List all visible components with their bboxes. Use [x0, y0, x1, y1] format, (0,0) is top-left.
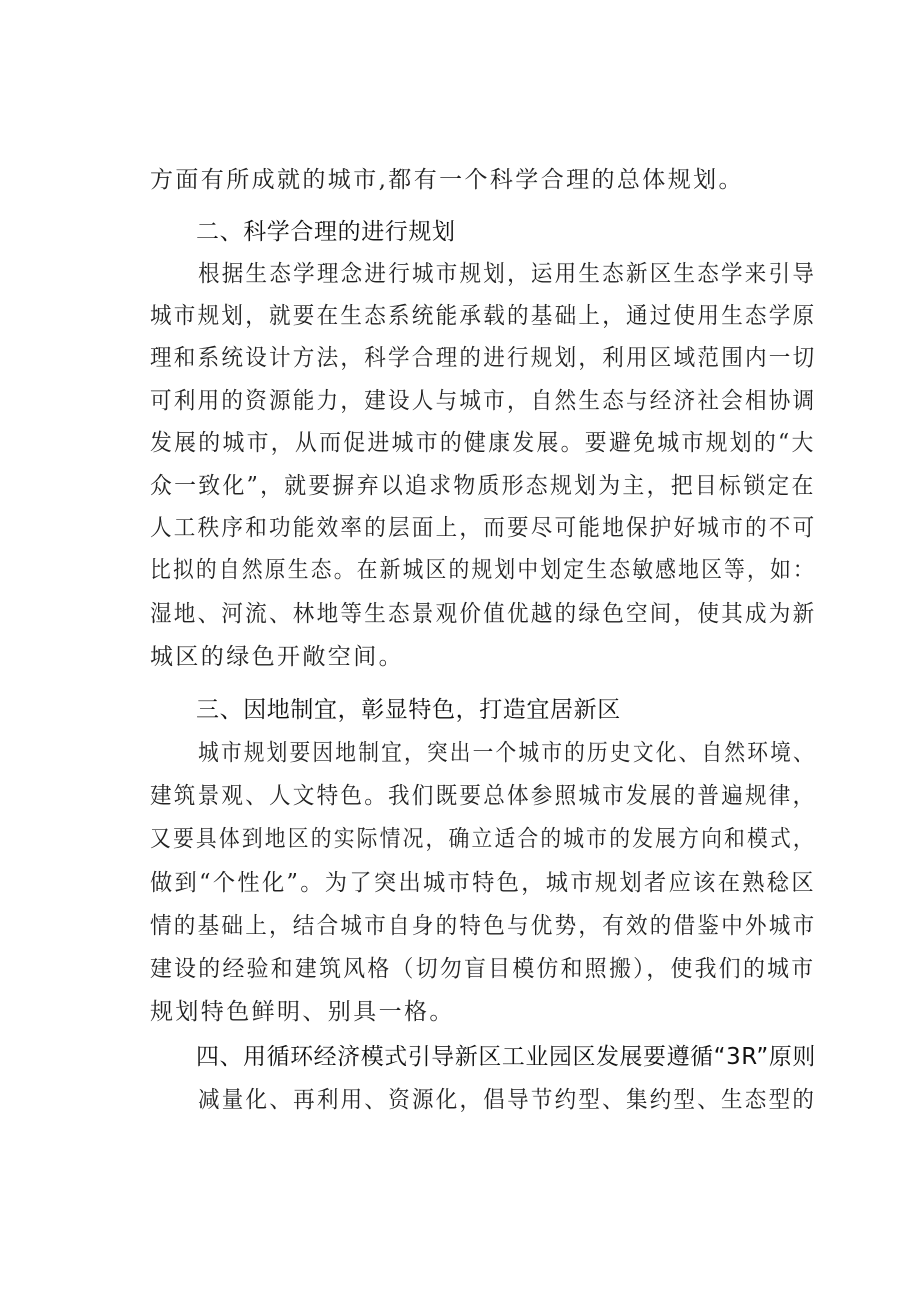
paragraph-line: 减量化、再利用、资源化，倡导节约型、集约型、生态型的: [198, 1087, 817, 1113]
section-heading-3: 三、因地制宜，彰显特色，打造宜居新区: [196, 697, 621, 723]
paragraph-line: 人工秩序和功能效率的层面上，而要尽可能地保护好城市的不可: [150, 515, 817, 541]
paragraph-line: 情的基础上，结合城市自身的特色与优势，有效的借鉴中外城市: [150, 913, 817, 939]
section-heading-2: 二、科学合理的进行规划: [196, 219, 456, 245]
paragraph-line: 发展的城市，从而促进城市的健康发展。要避免城市规划的“大: [150, 430, 816, 456]
paragraph-line: 做到“个性化”。为了突出城市特色，城市规划者应该在熟稔区: [150, 870, 816, 896]
paragraph-line: 根据生态学理念进行城市规划，运用生态新区生态学来引导: [198, 261, 817, 287]
paragraph-line: 又要具体到地区的实际情况，确立适合的城市的发展方向和模式，: [150, 826, 816, 852]
paragraph-line: 众一致化”，就要摒弃以追求物质形态规划为主，把目标锁定在: [150, 473, 816, 499]
paragraph-line: 城市规划要因地制宜，突出一个城市的历史文化、自然环境、: [198, 740, 816, 766]
paragraph-line: 比拟的自然原生态。在新城区的规划中划定生态敏感地区等，如：: [150, 557, 816, 583]
paragraph-line: 建设的经验和建筑风格（切勿盲目模仿和照搬），使我们的城市: [150, 956, 816, 982]
paragraph-line: 建筑景观、人文特色。我们既要总体参照城市发展的普遍规律，: [150, 783, 817, 809]
paragraph-line: 理和系统设计方法，科学合理的进行规划，利用区域范围内一切: [150, 345, 817, 371]
paragraph-line: 城区的绿色开敞空间。: [150, 644, 404, 670]
paragraph-line: 湿地、河流、林地等生态景观价值优越的绿色空间，使其成为新: [150, 601, 817, 627]
paragraph-line: 可利用的资源能力，建设人与城市，自然生态与经济社会相协调: [150, 388, 817, 414]
paragraph-line: 城市规划，就要在生态系统能承载的基础上，通过使用生态学原: [150, 303, 817, 329]
section-heading-4: 四、用循环经济模式引导新区工业园区发展要遵循“3R”原则: [196, 1044, 816, 1070]
intro-paragraph-line: 方面有所成就的城市,都有一个科学合理的总体规划。: [150, 167, 744, 193]
paragraph-line: 规划特色鲜明、别具一格。: [150, 999, 455, 1025]
